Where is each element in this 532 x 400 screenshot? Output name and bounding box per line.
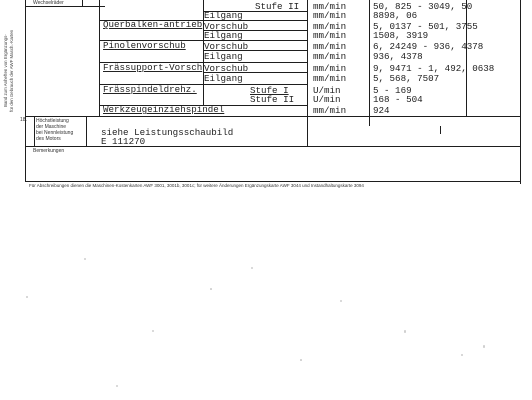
speck — [404, 330, 406, 333]
frame-left-line — [25, 0, 26, 181]
power-inner-left — [34, 116, 35, 146]
cell-range: 924 — [373, 105, 390, 116]
cell-unit: mm/min — [313, 1, 347, 12]
cell-stage: Stufe I — [250, 85, 289, 96]
cell-unit: mm/min — [313, 63, 347, 74]
power-top-line — [25, 116, 521, 117]
cell-group: Frässupport-Vorsch — [103, 62, 203, 73]
cell-op: Vorschub — [204, 63, 249, 74]
cell-range: 6, 24249 - 936, 4378 — [373, 41, 484, 52]
col-line-group — [99, 0, 100, 116]
cell-op: Vorschub — [204, 41, 249, 52]
cell-range: 5, 568, 7507 — [373, 73, 440, 84]
power-label-divider — [86, 116, 87, 146]
cell-op: Eilgang — [204, 73, 243, 84]
speck — [116, 385, 118, 387]
cell-range: 5 - 169 — [373, 85, 412, 96]
cell-group: Querbalken-antrieb — [103, 19, 203, 30]
cell-unit: mm/min — [313, 41, 347, 52]
cell-range: 9, 9471 - 1, 492, 0638 — [373, 63, 495, 74]
cell-op: Eilgang — [204, 51, 243, 62]
speck — [84, 258, 86, 260]
margin-note-line1: Band zum Anheften von Ergänzungs- — [3, 34, 8, 107]
power-right-mark — [440, 126, 441, 134]
power-value-line2: E 111270 — [101, 136, 146, 147]
speck — [483, 345, 485, 348]
speck — [300, 359, 302, 361]
drive-divider — [82, 0, 83, 7]
drive-label: Wechselräder — [33, 0, 64, 6]
cell-op: Vorschub — [204, 21, 249, 32]
cell-stage: Stufe II — [250, 94, 295, 105]
power-label-line: bei Nennleistung — [36, 130, 74, 136]
cell-unit: mm/min — [313, 105, 347, 116]
power-label-line: der Maschine — [36, 124, 67, 130]
speck — [251, 267, 253, 269]
cell-range: 1508, 3919 — [373, 30, 429, 41]
cell-unit: mm/min — [313, 30, 347, 41]
cell-unit: U/min — [313, 94, 341, 105]
col-line-unit — [307, 0, 308, 146]
col-line-right — [466, 0, 467, 116]
power-bottom-line — [25, 146, 521, 147]
cell-range: 168 - 504 — [373, 94, 423, 105]
speck — [210, 288, 212, 290]
frame-bottom-line — [25, 181, 521, 182]
cell-range: 5, 0137 - 501, 3755 — [373, 21, 478, 32]
power-label-line: des Motors — [36, 136, 61, 142]
cell-op: Eilgang — [204, 10, 243, 21]
frame-right-line — [520, 0, 521, 184]
cell-group: Pinolenvorschub — [103, 40, 186, 51]
speck — [152, 330, 154, 332]
cell-group: Frässpindeldrehz. — [103, 84, 197, 95]
cell-range: 8898, 06 — [373, 10, 418, 21]
speck — [461, 354, 463, 356]
cell-range: 936, 4378 — [373, 51, 423, 62]
remarks-label: Bemerkungen — [33, 148, 65, 154]
margin-note-line2: für den Gebrauch der AWF Masch.-Karten — [9, 29, 14, 112]
power-row-number: 18. — [20, 117, 27, 123]
power-label-line: Höchstleistung — [36, 118, 69, 124]
speck — [340, 300, 342, 302]
form-footer: Für Abschreibungen dienen die Maschinen-Kostenkarten AWF 3001, 3001b, 3001c; für weitere Änderungen Ergänzungskarte AWF 3044 und Instandhaltungskarte 3094 — [29, 183, 364, 188]
cell-unit: mm/min — [313, 10, 347, 21]
cell-stage: Stufe II — [255, 1, 300, 12]
cell-unit: U/min — [313, 85, 341, 96]
cell-range: 50, 825 - 3049, 50 — [373, 1, 473, 12]
cell-unit: mm/min — [313, 21, 347, 32]
col-line-range — [369, 0, 370, 126]
power-value-line1: siehe Leistungsschaubild — [101, 127, 234, 138]
cell-unit: mm/min — [313, 51, 347, 62]
header-rule — [25, 6, 105, 7]
cell-group: Werkzeugeinziehspindel — [103, 104, 225, 115]
speck — [26, 296, 28, 298]
cell-op: Eilgang — [204, 30, 243, 41]
cell-unit: mm/min — [313, 73, 347, 84]
